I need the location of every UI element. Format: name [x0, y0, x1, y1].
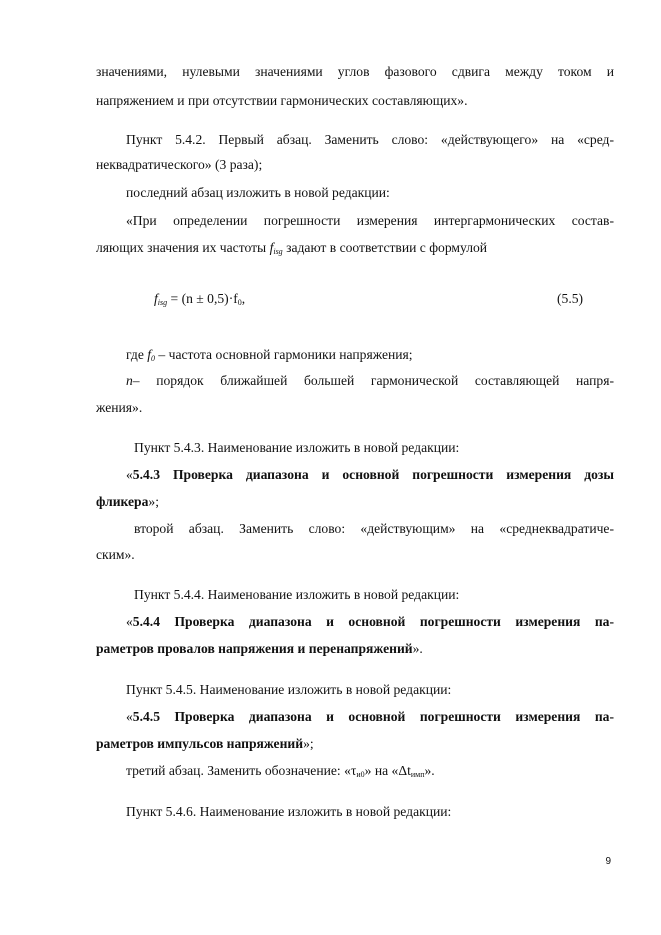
- text-line: второй абзац. Заменить слово: «действующим» на «среднеквадратиче-: [134, 521, 614, 536]
- text-line: Пункт 5.4.6. Наименование изложить в новой редакции:: [126, 804, 452, 819]
- formula: $f_{isg} = (n \pm 0,5)\cdot f_0$,: [154, 291, 246, 307]
- text-line: раметров импульсов напряжений»;: [96, 736, 314, 751]
- text-line: где $f_0$ – частота основной гармоники напряжения;: [126, 347, 413, 363]
- text-line: значениями, нулевыми значениями углов фазового сдвига между током и: [96, 64, 614, 79]
- text-line: « 5.4.4 Проверка диапазона и основной погрешности измерения па-: [126, 614, 614, 629]
- page-number: 9: [605, 856, 611, 867]
- text-line: ским».: [96, 547, 135, 562]
- text-line: фликера»;: [96, 494, 159, 509]
- text-line: Пункт 5.4.5. Наименование изложить в новой редакции:: [126, 682, 452, 697]
- text-line: третий абзац. Заменить обозначение: «$\tau_{и0}$» на «$\Delta t_{имп}$».: [126, 763, 435, 779]
- text-line: последний абзац изложить в новой редакции:: [126, 185, 390, 200]
- text-line: « 5.4.3 Проверка диапазона и основной погрешности измерения дозы: [126, 467, 614, 482]
- text-line: «При определении погрешности измерения интергармонических состав-: [126, 213, 614, 228]
- text-line: Пункт 5.4.4. Наименование изложить в новой редакции:: [134, 587, 460, 602]
- text-line: раметров провалов напряжения и перенапряжений».: [96, 641, 423, 656]
- text-line: жения».: [96, 400, 143, 415]
- text-line: « 5.4.5 Проверка диапазона и основной погрешности измерения па-: [126, 709, 614, 724]
- text-line: ляющих значения их частоты $f_{isg}$ задают в соответствии с формулой: [96, 240, 488, 256]
- text-line: n – порядок ближайшей большей гармонической составляющей напря-: [126, 373, 614, 388]
- text-line: Пункт 5.4.3. Наименование изложить в новой редакции:: [134, 440, 460, 455]
- text-line: неквадратического» (3 раза);: [96, 157, 263, 172]
- formula-number: (5.5): [557, 291, 584, 306]
- text-line: Пункт 5.4.2. Первый абзац. Заменить слово: «действующего» на «сред-: [126, 132, 614, 147]
- text-line: напряжением и при отсутствии гармонических составляющих».: [96, 93, 468, 108]
